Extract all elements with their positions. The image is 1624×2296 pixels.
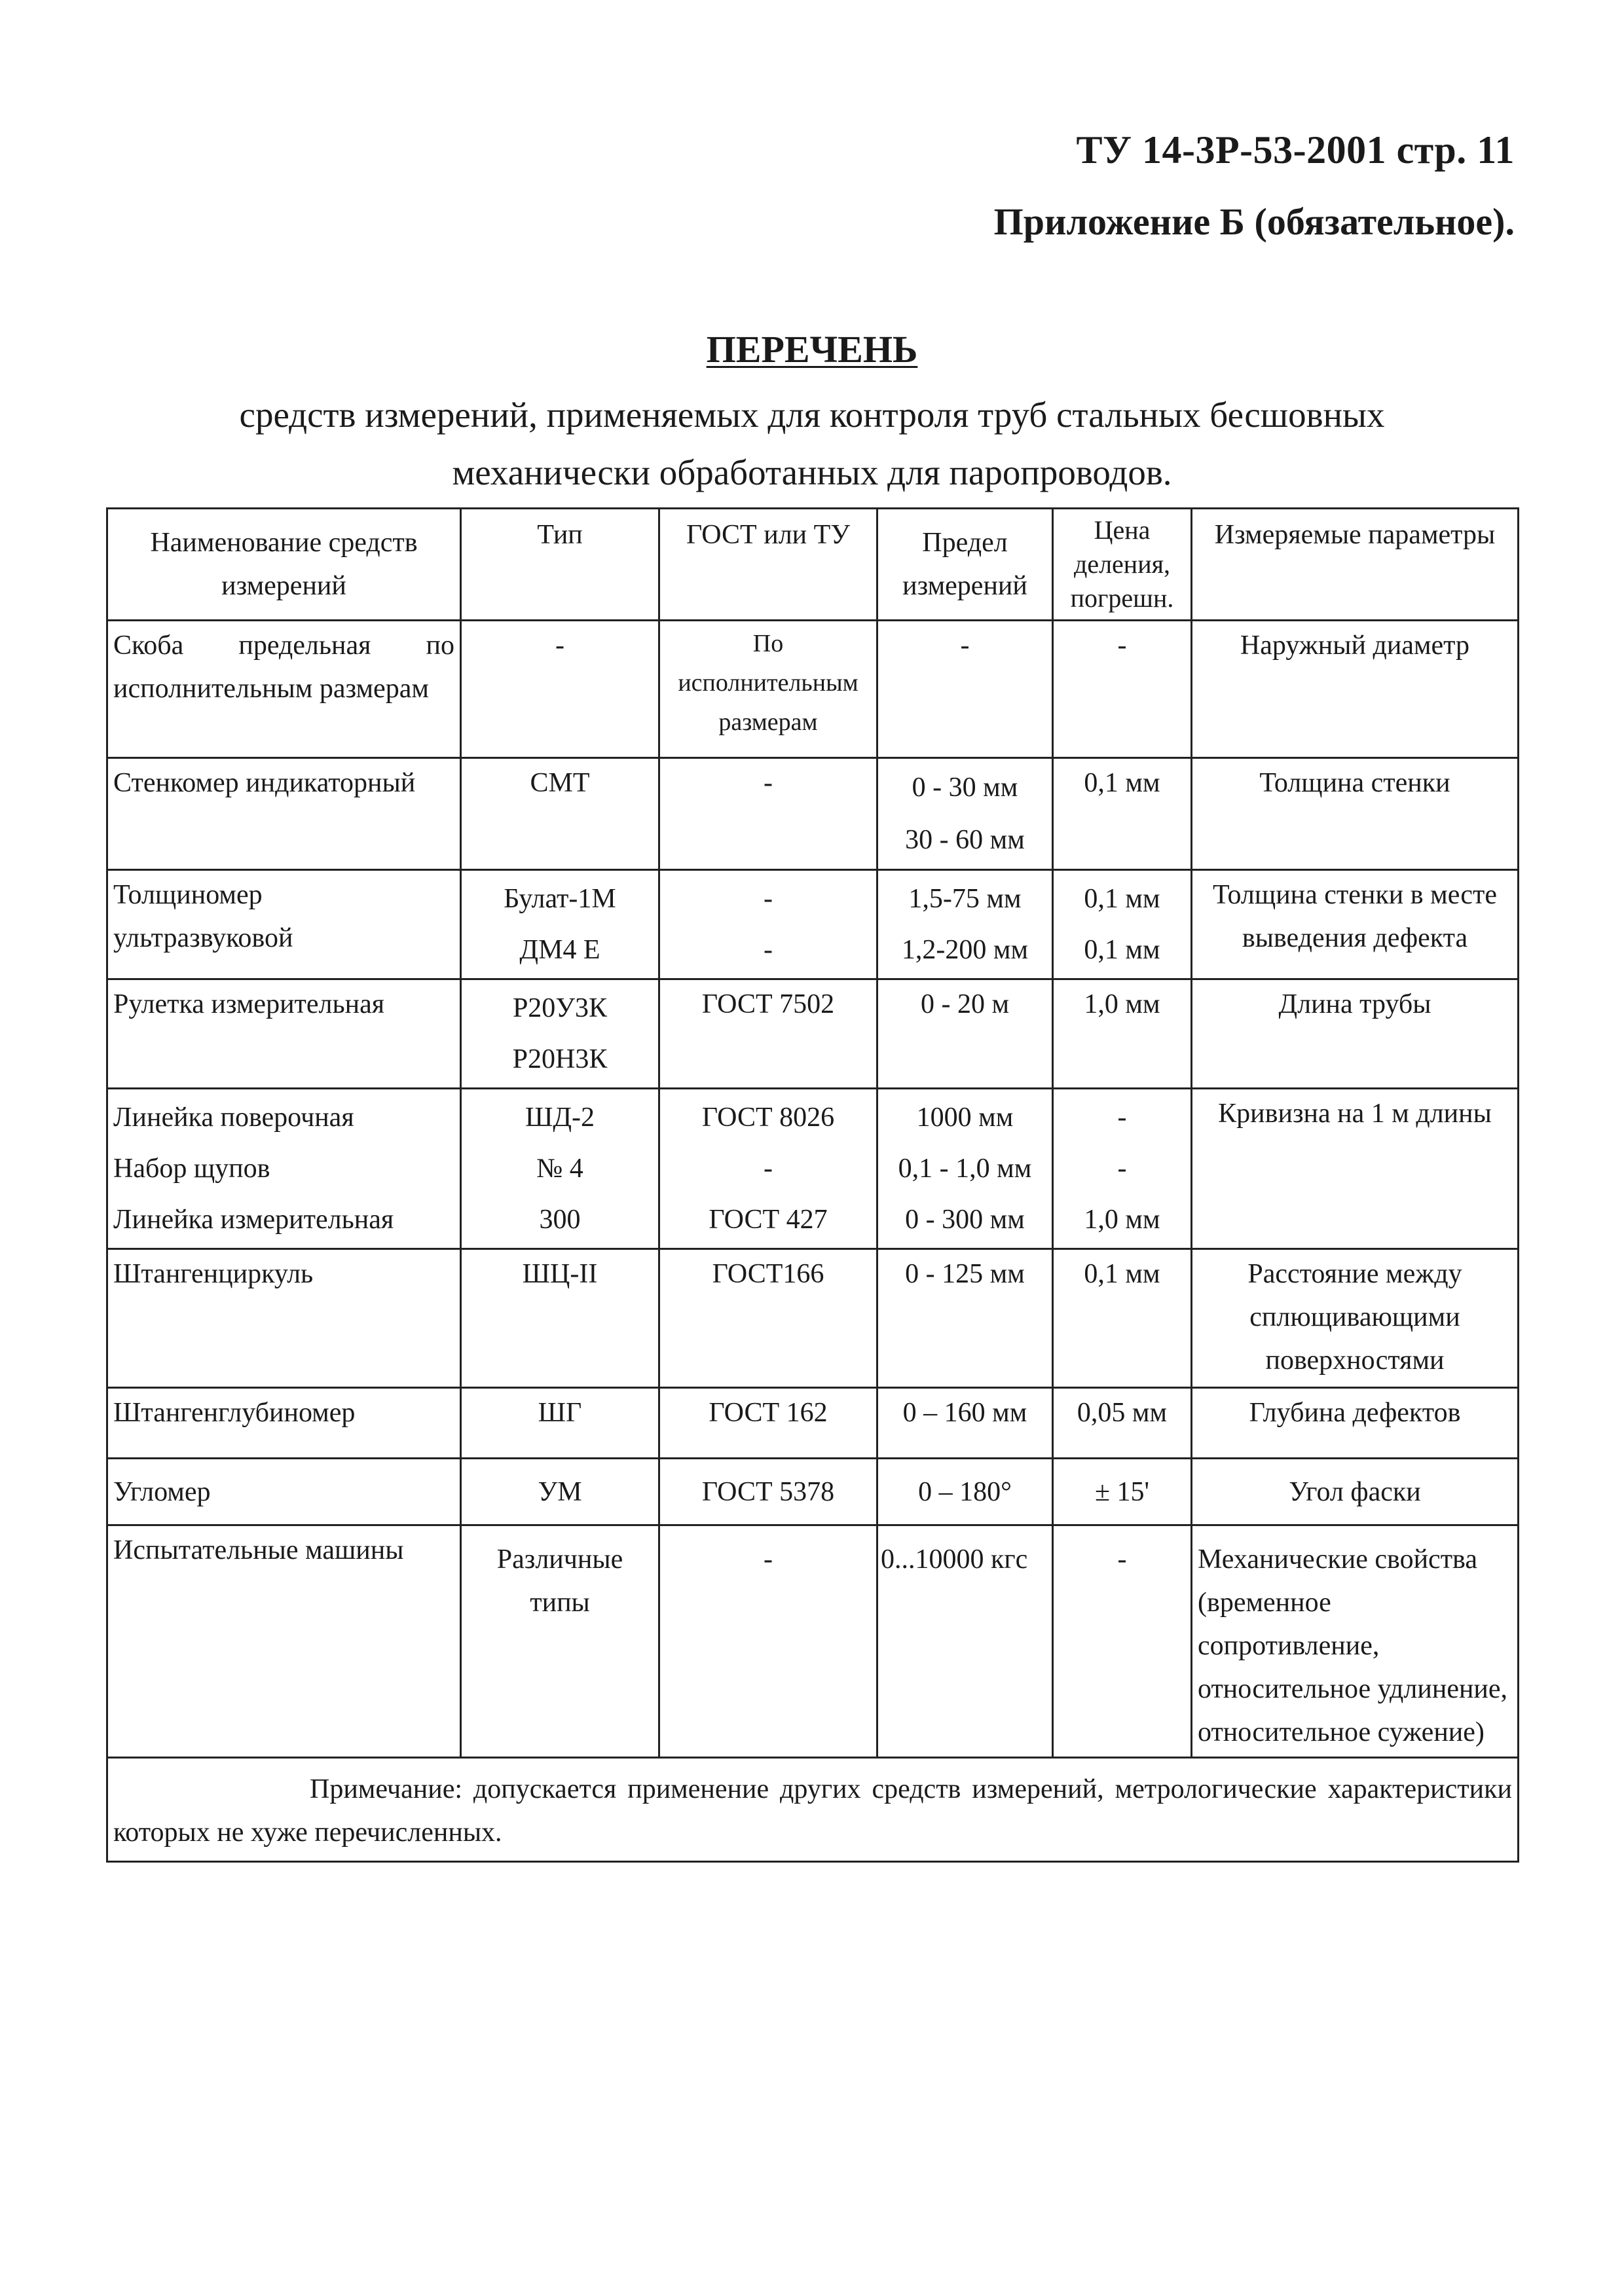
cell-limit: 1000 мм 0,1 - 1,0 мм 0 - 300 мм bbox=[877, 1089, 1053, 1249]
cell-limit: 0 - 30 мм 30 - 60 мм bbox=[877, 758, 1053, 870]
appendix-label: Приложение Б (обязательное). bbox=[993, 200, 1515, 243]
cell-division: 1,0 мм bbox=[1053, 979, 1192, 1089]
cell-limit: 0 – 160 мм bbox=[877, 1388, 1053, 1459]
cell-name: Линейка поверочная Набор щупов Линейка измерительная bbox=[107, 1089, 461, 1249]
table-row bbox=[107, 979, 1519, 1089]
cell-params: Расстояние между сплющивающими поверхностями bbox=[1192, 1249, 1519, 1388]
cell-gost: ГОСТ166 bbox=[659, 1249, 877, 1388]
cell-gost: - bbox=[659, 1525, 877, 1758]
table-row bbox=[107, 758, 1519, 870]
table-row bbox=[107, 870, 1519, 979]
cell-division: ± 15' bbox=[1053, 1459, 1192, 1525]
cell-params: Угол фаски bbox=[1192, 1459, 1519, 1525]
cell-name: Стенкомер индикаторный bbox=[107, 758, 461, 870]
table-row bbox=[107, 1525, 1519, 1758]
table-row bbox=[107, 1459, 1519, 1525]
table-row bbox=[107, 621, 1519, 758]
cell-params: Механические свойства (временное сопротивление, относительное удлинение, относительное сужение) bbox=[1192, 1525, 1519, 1758]
cell-limit: 0...10000 кгс bbox=[877, 1525, 1053, 1758]
cell-type: СМТ bbox=[461, 758, 659, 870]
cell-name: Толщиномер ультразвуковой bbox=[107, 870, 461, 979]
cell-gost: - bbox=[659, 758, 877, 870]
cell-type: Булат-1М ДМ4 Е bbox=[461, 870, 659, 979]
table-row bbox=[107, 1249, 1519, 1388]
cell-params: Длина трубы bbox=[1192, 979, 1519, 1089]
header-name: Наименование средств измерений bbox=[107, 509, 461, 621]
cell-name: Штангенциркуль bbox=[107, 1249, 461, 1388]
document-title: ПЕРЕЧЕНЬ bbox=[706, 328, 918, 371]
subtitle-line-1: средств измерений, применяемых для контроля труб стальных бесшовных bbox=[239, 395, 1385, 435]
cell-type: ШГ bbox=[461, 1388, 659, 1459]
cell-division: - bbox=[1053, 621, 1192, 758]
header-limit: Предел измерений bbox=[877, 509, 1053, 621]
cell-division: 0,1 мм bbox=[1053, 758, 1192, 870]
cell-name: Скоба предельная по исполнительным размерам bbox=[107, 621, 461, 758]
cell-limit: - bbox=[877, 621, 1053, 758]
cell-name: Штангенглубиномер bbox=[107, 1388, 461, 1459]
cell-division: 0,1 мм 0,1 мм bbox=[1053, 870, 1192, 979]
cell-limit: 0 - 20 м bbox=[877, 979, 1053, 1089]
cell-limit: 0 – 180° bbox=[877, 1459, 1053, 1525]
cell-gost: ГОСТ 7502 bbox=[659, 979, 877, 1089]
cell-type: Различные типы bbox=[461, 1525, 659, 1758]
header-division: Цена деления, погрешн. bbox=[1053, 509, 1192, 621]
cell-gost: По исполнительным размерам bbox=[659, 621, 877, 758]
cell-type: - bbox=[461, 621, 659, 758]
cell-division: 0,1 мм bbox=[1053, 1249, 1192, 1388]
cell-name: Испытательные машины bbox=[107, 1525, 461, 1758]
table-note-text: Примечание: допускается применение других средств измерений, метрологические характеристики которых не хуже перечисленных. bbox=[113, 1774, 1512, 1848]
cell-limit: 0 - 125 мм bbox=[877, 1249, 1053, 1388]
cell-name: Рулетка измерительная bbox=[107, 979, 461, 1089]
cell-limit: 1,5-75 мм 1,2-200 мм bbox=[877, 870, 1053, 979]
cell-params: Толщина стенки bbox=[1192, 758, 1519, 870]
document-subtitle bbox=[157, 386, 1467, 501]
cell-division: 0,05 мм bbox=[1053, 1388, 1192, 1459]
cell-gost: - - bbox=[659, 870, 877, 979]
cell-division: - - 1,0 мм bbox=[1053, 1089, 1192, 1249]
cell-type: ШЦ-II bbox=[461, 1249, 659, 1388]
cell-params: Кривизна на 1 м длины bbox=[1192, 1089, 1519, 1249]
cell-params: Толщина стенки в месте выведения дефекта bbox=[1192, 870, 1519, 979]
cell-division: - bbox=[1053, 1525, 1192, 1758]
cell-name: Угломер bbox=[107, 1459, 461, 1525]
header-gost: ГОСТ или ТУ bbox=[659, 509, 877, 621]
header-params: Измеряемые параметры bbox=[1192, 509, 1519, 621]
subtitle-line-2: механически обработанных для паропроводов. bbox=[452, 452, 1172, 492]
table-row bbox=[107, 1089, 1519, 1249]
table-note-row bbox=[107, 1758, 1519, 1862]
table-header-row bbox=[107, 509, 1519, 621]
cell-type: Р20У3К Р20Н3К bbox=[461, 979, 659, 1089]
table-note bbox=[107, 1758, 1519, 1862]
header-type: Тип bbox=[461, 509, 659, 621]
cell-gost: ГОСТ 5378 bbox=[659, 1459, 877, 1525]
cell-type: ШД-2 № 4 300 bbox=[461, 1089, 659, 1249]
cell-params: Наружный диаметр bbox=[1192, 621, 1519, 758]
instruments-table bbox=[106, 507, 1519, 1863]
cell-gost: ГОСТ 8026 - ГОСТ 427 bbox=[659, 1089, 877, 1249]
cell-params: Глубина дефектов bbox=[1192, 1388, 1519, 1459]
cell-gost: ГОСТ 162 bbox=[659, 1388, 877, 1459]
document-code: ТУ 14-3Р-53-2001 стр. 11 bbox=[1076, 128, 1515, 172]
table-row bbox=[107, 1388, 1519, 1459]
cell-type: УМ bbox=[461, 1459, 659, 1525]
